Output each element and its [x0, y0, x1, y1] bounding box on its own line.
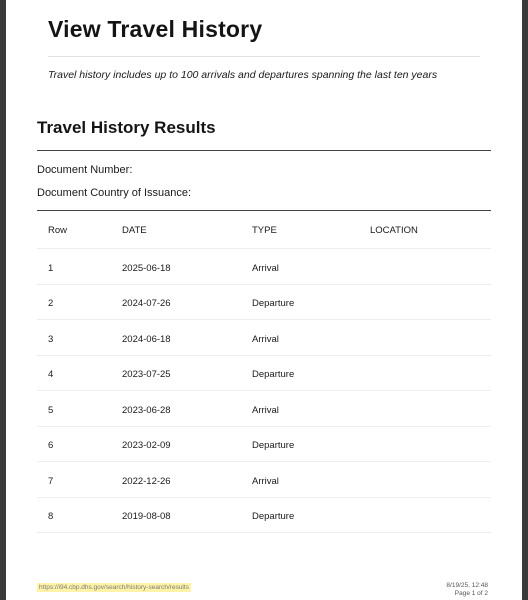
- footer-datetime: 8/19/25, 12:48: [446, 582, 488, 589]
- document-number-label: Document Number:: [37, 164, 133, 176]
- table-row: [37, 463, 491, 498]
- table-row: [37, 250, 491, 285]
- row-divider: [37, 532, 491, 533]
- table-row: [37, 356, 491, 391]
- print-page: [6, 0, 522, 600]
- cell-type: Arrival: [252, 334, 279, 345]
- table-row: [37, 285, 491, 320]
- cell-row: 3: [48, 334, 54, 345]
- title-divider: [48, 56, 480, 57]
- cell-type: Departure: [252, 369, 295, 380]
- footer-url[interactable]: https://i94.cbp.dhs.gov/search/history-search/results: [39, 584, 189, 591]
- page-subtitle: Travel history includes up to 100 arrivals and departures spanning the last ten years: [48, 69, 438, 81]
- cell-row: 1: [48, 263, 54, 274]
- cell-row: 4: [48, 369, 54, 380]
- cell-date: 2025-06-18: [122, 263, 171, 274]
- table-row: [37, 427, 491, 462]
- header-location: LOCATION: [370, 225, 418, 236]
- header-date: DATE: [122, 225, 147, 236]
- cell-type: Arrival: [252, 405, 279, 416]
- cell-date: 2019-08-08: [122, 511, 171, 522]
- results-divider: [37, 150, 491, 151]
- cell-type: Departure: [252, 440, 295, 451]
- row-divider: [37, 461, 491, 462]
- cell-date: 2022-12-26: [122, 476, 171, 487]
- table-row: [37, 392, 491, 427]
- page-title: View Travel History: [48, 16, 263, 42]
- header-type: TYPE: [252, 225, 277, 236]
- cell-row: 6: [48, 440, 54, 451]
- cell-type: Departure: [252, 511, 295, 522]
- table-row: [37, 321, 491, 356]
- cell-row: 5: [48, 405, 54, 416]
- cell-date: 2023-02-09: [122, 440, 171, 451]
- cell-date: 2023-06-28: [122, 405, 171, 416]
- cell-date: 2024-06-18: [122, 334, 171, 345]
- cell-type: Departure: [252, 298, 295, 309]
- cell-date: 2024-07-26: [122, 298, 171, 309]
- row-divider: [37, 390, 491, 391]
- table-row: [37, 498, 491, 533]
- header-row: Row: [48, 225, 68, 236]
- row-divider: [37, 319, 491, 320]
- cell-row: 2: [48, 298, 54, 309]
- cell-date: 2023-07-25: [122, 369, 171, 380]
- cell-row: 8: [48, 511, 54, 522]
- cell-type: Arrival: [252, 263, 279, 274]
- results-heading: Travel History Results: [37, 118, 216, 137]
- document-country-label: Document Country of Issuance:: [37, 187, 192, 199]
- header-divider: [37, 248, 491, 249]
- footer-page-number: Page 1 of 2: [454, 590, 488, 597]
- footer-page-info: [446, 582, 488, 598]
- cell-type: Arrival: [252, 476, 279, 487]
- cell-row: 7: [48, 476, 54, 487]
- document-divider: [37, 210, 491, 211]
